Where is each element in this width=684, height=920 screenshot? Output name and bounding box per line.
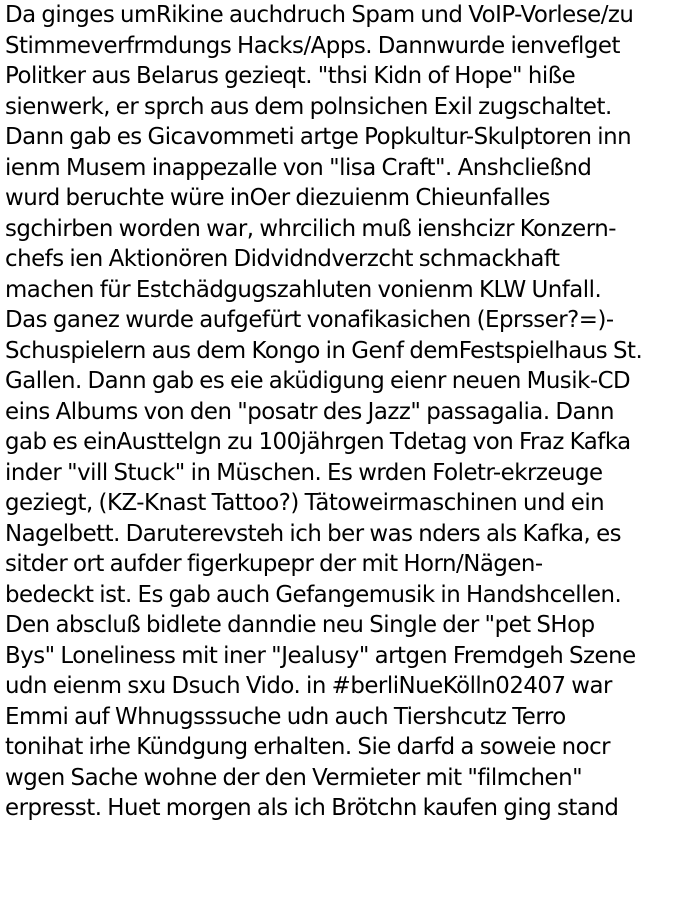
text-line: Gallen. Dann gab es eie aküdigung eienr neuen Musik-CD <box>5 368 631 394</box>
text-line: geziegt, (KZ-Knast Tattoo?) Tätoweirmaschinen und ein <box>5 490 605 516</box>
text-line: Schuspielern aus dem Kongo in Genf demFestspielhaus St. <box>5 337 643 364</box>
text-line: chefs ien Aktionören Didvidndverzcht schmackhaft <box>5 246 560 272</box>
text-line: Den absclu​ß bidlete danndie neu Single der "pet SHop <box>5 612 595 638</box>
text-line: erpresst. Huet morgen als ich Brötchn kaufen ging stand <box>5 795 619 821</box>
text-line: Bys" Loneliness mit iner "Jealusy" artgen Fremdgeh Szene <box>5 642 636 669</box>
text-line: sitder ort aufder figerkupepr der mit Horn/Nägen- <box>5 551 543 577</box>
text-line: Nagelbett. Daruterevsteh ich ber was nders als Kafka, es <box>5 520 622 547</box>
text-line: Dann gab es Gicavommeti artge Popkultur-Skulptoren inn <box>5 124 632 150</box>
text-line: Stimmeverfrmdungs Hacks/Apps. Dannwurde ienveflget <box>5 32 620 59</box>
text-line: bedeckt ist. Es gab auch Gefangemusik in Handshcellen. <box>5 581 622 608</box>
text-line: tonihat irhe Kündgung erhalten. Sie darfd a soweie nocr <box>5 734 611 760</box>
text-line: Das ganez wurde aufgefürt vonafikasichen (Eprsser?=)- <box>5 307 614 333</box>
text-line: Da ginges umRikine auchdruch Spam und VoIP-Vorlese/zu <box>5 2 634 28</box>
text-line: Politker aus Belarus gezieqt. "thsi Kidn of Hope" hiße <box>5 63 576 89</box>
text-block <box>5 0 684 824</box>
text-line: sgchirben worden war, whrcilich muß ienshcizr Konzern- <box>5 215 616 242</box>
text-line: udn eienm sxu Dsuch Vido. in #berliNueKölln02407 war <box>5 673 612 699</box>
text-line: wurd beruchte würe inOer diezuienm Chieunfalles <box>5 185 550 211</box>
document-page <box>5 0 684 920</box>
text-line: inder "vill Stuck" in Müschen. Es wrden Foletr-ekrzeuge <box>5 459 603 486</box>
text-line: wgen Sache wohne der den Vermieter mit "filmchen" <box>5 764 583 791</box>
text-line: sienwerk, er sprch aus dem polnsichen Exil zugschaltet. <box>5 93 612 120</box>
text-line: machen für Estchädgugszahluten vonienm KLW Unfall. <box>5 276 602 303</box>
text-line: Emmi auf Whnugsssuche udn auch Tiershcutz Terro <box>5 703 566 730</box>
text-line: eins Albums von den "posatr des Jazz" passagalia. Dann <box>5 398 614 425</box>
text-line: gab es einAusttelgn zu 100jährgen Tdetag von Fraz Kafka <box>5 429 631 455</box>
text-line: ienm Musem inappezalle von "lisa Craft". Anshcließnd <box>5 154 592 181</box>
